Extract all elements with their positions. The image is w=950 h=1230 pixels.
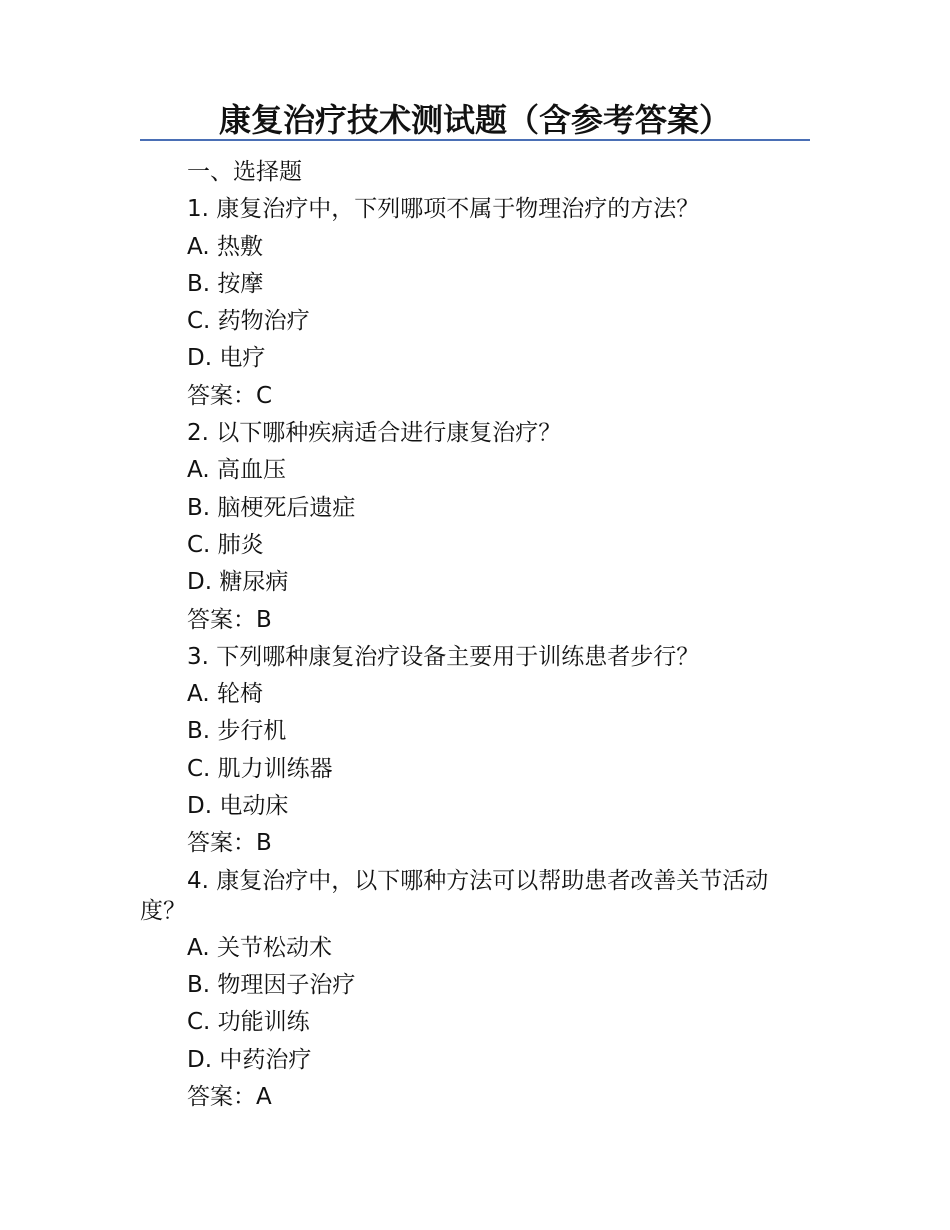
option-item: A. 高血压	[187, 457, 286, 484]
question-text: 2. 以下哪种疾病适合进行康复治疗？	[187, 420, 562, 447]
option-item: A. 热敷	[187, 233, 263, 260]
answer-text: 答案：B	[187, 606, 272, 633]
section-heading: 一、选择题	[187, 159, 302, 185]
question-text: 3. 下列哪种康复治疗设备主要用于训练患者步行？	[187, 643, 700, 670]
question-text: 1. 康复治疗中，下列哪项不属于物理治疗的方法？	[187, 196, 700, 223]
answer-text: 答案：A	[187, 1083, 272, 1110]
option-item: B. 脑梗死后遗症	[187, 494, 356, 521]
option-item: D. 糖尿病	[187, 569, 289, 596]
question-block	[140, 863, 810, 1116]
title-underline	[140, 139, 810, 141]
answer-text: 答案：B	[187, 830, 272, 857]
option-item: A. 关节松动术	[187, 934, 332, 961]
document-title: 康复治疗技术测试题（含参考答案）	[218, 101, 731, 139]
question-block	[140, 639, 810, 863]
option-item: B. 物理因子治疗	[187, 971, 356, 998]
option-item: D. 电动床	[187, 793, 289, 820]
option-item: B. 步行机	[187, 718, 287, 745]
option-item: D. 中药治疗	[187, 1046, 312, 1073]
answer-text: 答案：C	[187, 382, 273, 409]
option-item: D. 电疗	[187, 345, 266, 372]
option-item: C. 功能训练	[187, 1009, 310, 1036]
document-body	[140, 154, 810, 1116]
option-item: A. 轮椅	[187, 681, 263, 708]
option-item: B. 按摩	[187, 270, 264, 297]
option-item: C. 肺炎	[187, 531, 264, 558]
option-item: C. 药物治疗	[187, 308, 310, 335]
question-block	[140, 191, 810, 415]
question-block	[140, 415, 810, 639]
question-text: 4. 康复治疗中，以下哪种方法可以帮助患者改善关节活动度？	[140, 867, 769, 924]
option-item: C. 肌力训练器	[187, 755, 333, 782]
